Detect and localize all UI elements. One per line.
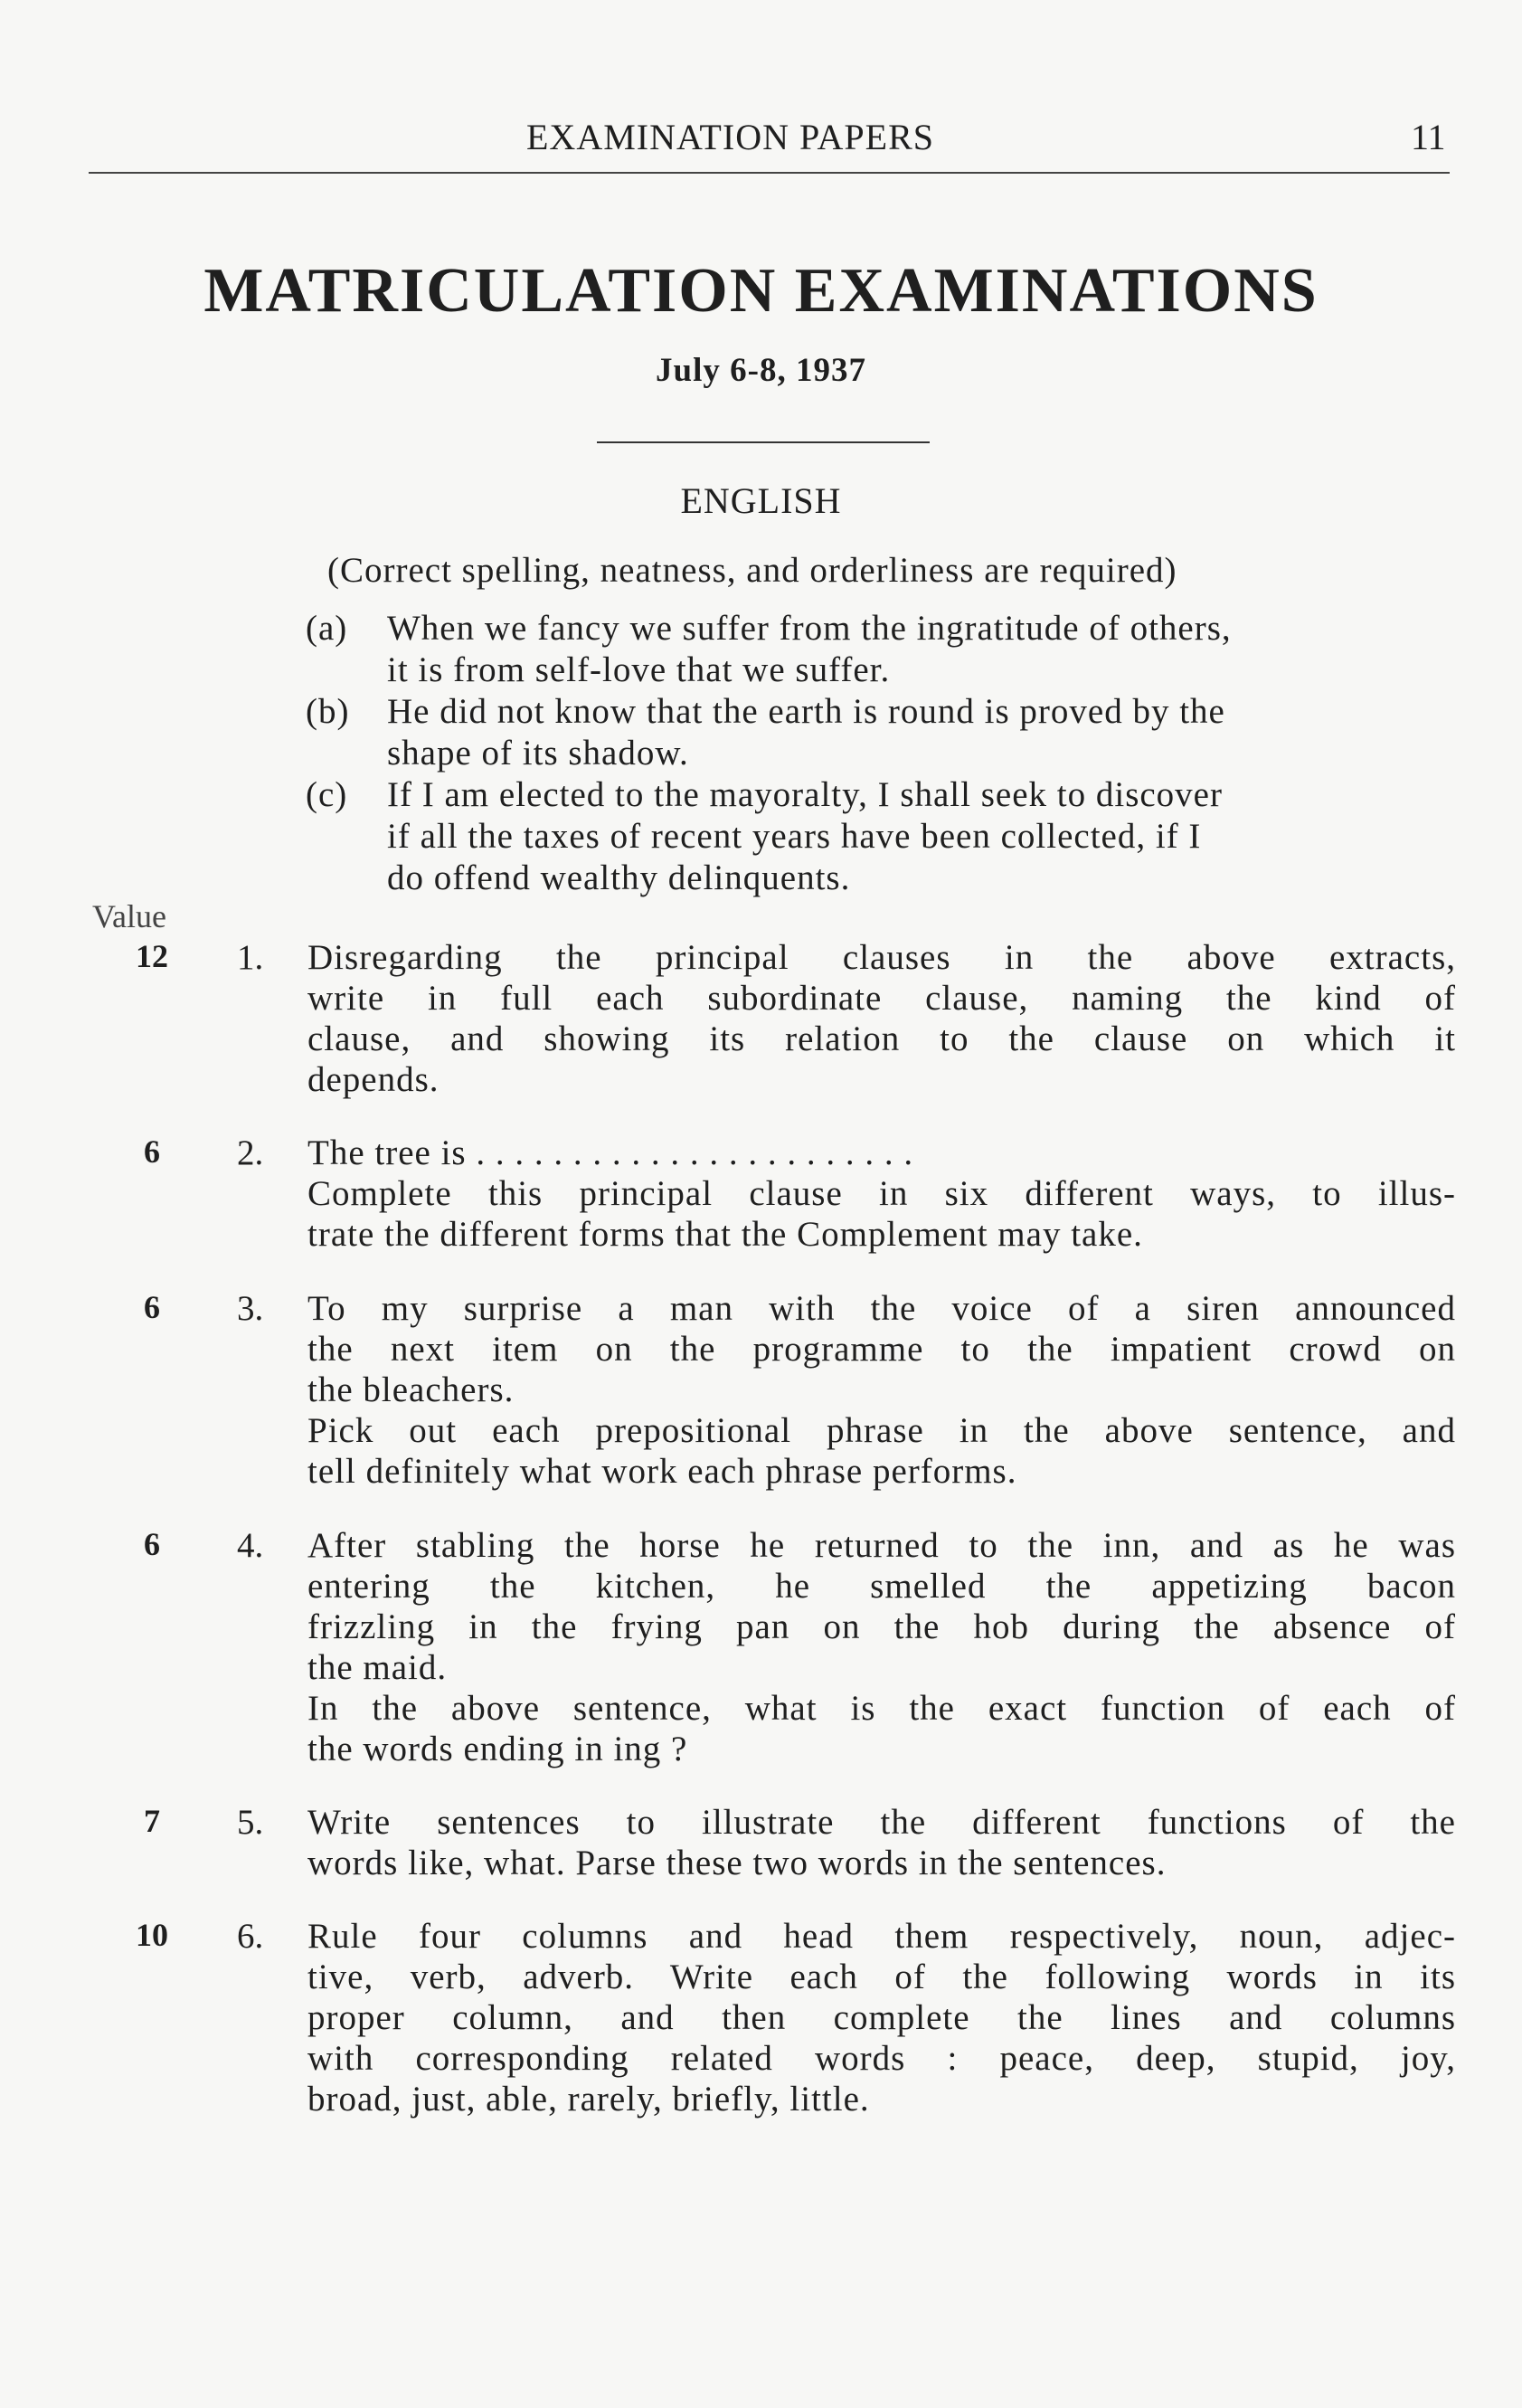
instruction-note: (Correct spelling, neatness, and orderliness are required) bbox=[327, 551, 1177, 590]
question-line: Complete this principal clause in six different ways, to illus- bbox=[307, 1174, 1456, 1213]
question-line: words like, what. Parse these two words in the sentences. bbox=[307, 1844, 1167, 1882]
question-text bbox=[307, 1288, 1456, 1492]
question-line: the next item on the programme to the impatient crowd on bbox=[307, 1330, 1456, 1369]
page-title: MATRICULATION EXAMINATIONS bbox=[203, 256, 1319, 326]
extract-line: it is from self-love that we suffer. bbox=[387, 650, 891, 689]
extract-label: (a) bbox=[306, 609, 348, 648]
question-number: 1. bbox=[237, 938, 264, 977]
extract-label: (c) bbox=[306, 775, 348, 814]
question-line: After stabling the horse he returned to the inn, and as he was bbox=[307, 1526, 1456, 1565]
subject-heading: ENGLISH bbox=[680, 480, 842, 521]
question-line: with corresponding related words : peace, deep, stupid, joy, bbox=[307, 2039, 1456, 2078]
question-line: tell definitely what work each phrase performs. bbox=[307, 1452, 1017, 1491]
question-line: broad, just, able, rarely, briefly, little. bbox=[307, 2080, 870, 2119]
exam-date: July 6-8, 1937 bbox=[656, 352, 866, 389]
question-text bbox=[307, 937, 1456, 1100]
question-line: entering the kitchen, he smelled the appetizing bacon bbox=[307, 1567, 1456, 1606]
question-value: 6 bbox=[144, 1289, 160, 1325]
question-number: 2. bbox=[237, 1133, 264, 1172]
question-line: Pick out each prepositional phrase in the above sentence, and bbox=[307, 1411, 1456, 1450]
question-line: clause, and showing its relation to the clause on which it bbox=[307, 1019, 1456, 1058]
question-value: 12 bbox=[136, 938, 168, 974]
page-number: 11 bbox=[1411, 117, 1446, 157]
question-line: write in full each subordinate clause, naming the kind of bbox=[307, 979, 1456, 1018]
question-line: trate the different forms that the Complement may take. bbox=[307, 1215, 1143, 1254]
question-value: 6 bbox=[144, 1133, 160, 1170]
question-line: the words ending in ing ? bbox=[307, 1730, 688, 1768]
running-header: EXAMINATION PAPERS bbox=[526, 117, 935, 157]
question-value: 7 bbox=[144, 1803, 160, 1839]
extract-text bbox=[387, 608, 1454, 691]
question-line: depends. bbox=[307, 1060, 440, 1099]
question-value: 10 bbox=[136, 1917, 168, 1953]
extract-line: if all the taxes of recent years have been collected, if I bbox=[387, 817, 1202, 856]
extract-line: shape of its shadow. bbox=[387, 734, 689, 773]
question-text bbox=[307, 1802, 1456, 1883]
question-line: proper column, and then complete the lines and columns bbox=[307, 1998, 1456, 2037]
question-line: In the above sentence, what is the exact function of each of bbox=[307, 1689, 1456, 1728]
question-text bbox=[307, 1133, 1456, 1255]
question-number: 6. bbox=[237, 1917, 264, 1956]
question-line: Rule four columns and head them respectively, noun, adjec- bbox=[307, 1917, 1456, 1956]
question-value: 6 bbox=[144, 1526, 160, 1562]
extract-line: When we fancy we suffer from the ingratitude of others, bbox=[387, 609, 1232, 648]
question-text bbox=[307, 1525, 1456, 1769]
header-rule bbox=[89, 172, 1450, 174]
extract-label: (b) bbox=[306, 692, 350, 731]
value-column-heading: Value bbox=[92, 898, 166, 934]
question-line: the bleachers. bbox=[307, 1370, 515, 1409]
question-line: The tree is . . . . . . . . . . . . . . . . . . . . . . . bbox=[307, 1133, 914, 1172]
question-line: Disregarding the principal clauses in the above extracts, bbox=[307, 938, 1456, 977]
extract-text bbox=[387, 774, 1454, 899]
extract-line: If I am elected to the mayoralty, I shall seek to discover bbox=[387, 775, 1223, 814]
extract-line: do offend wealthy delinquents. bbox=[387, 858, 851, 897]
question-number: 4. bbox=[237, 1526, 264, 1565]
question-text bbox=[307, 1916, 1456, 2119]
extract-text bbox=[387, 691, 1454, 774]
question-line: To my surprise a man with the voice of a siren announced bbox=[307, 1289, 1456, 1328]
question-line: tive, verb, adverb. Write each of the following words in its bbox=[307, 1958, 1456, 1996]
question-number: 5. bbox=[237, 1803, 264, 1842]
extract-line: He did not know that the earth is round is proved by the bbox=[387, 692, 1225, 731]
title-divider bbox=[597, 441, 930, 443]
question-line: frizzling in the frying pan on the hob during the absence of bbox=[307, 1607, 1456, 1646]
question-number: 3. bbox=[237, 1289, 264, 1328]
question-line: the maid. bbox=[307, 1648, 448, 1687]
question-line: Write sentences to illustrate the different functions of the bbox=[307, 1803, 1456, 1842]
